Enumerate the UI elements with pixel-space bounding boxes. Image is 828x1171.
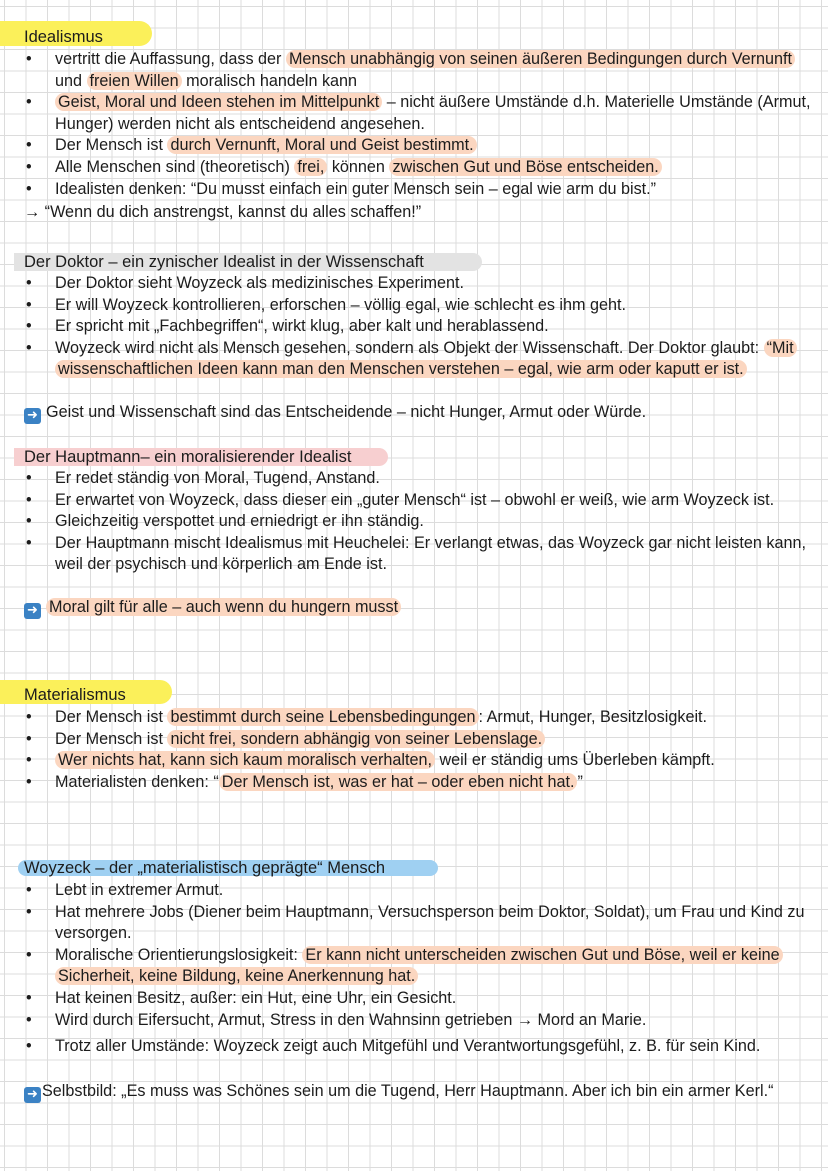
hauptmann-conclusion: ➜ Moral gilt für alle – auch wenn du hungern musst xyxy=(24,597,401,619)
list-item: • Der Mensch ist bestimmt durch seine Lebensbedingungen : Armut, Hunger, Besitzlosigkeit. xyxy=(24,707,814,729)
woyzeck-list xyxy=(24,880,814,1058)
heading-materialismus xyxy=(0,685,126,706)
heading-materialismus-text: Materialismus xyxy=(24,686,126,704)
list-item: • Er redet ständig von Moral, Tugend, Anstand. xyxy=(24,468,814,490)
list-item: • vertritt die Auffassung, dass der Mensch unabhängig von seinen äußeren Bedingungen durch Vernunft und freien Willen moralisch handeln kann xyxy=(24,49,814,92)
list-item: • Er spricht mit „Fachbegriffen“, wirkt klug, aber kalt und herablassend. xyxy=(24,316,814,338)
idealismus-list xyxy=(24,49,814,200)
list-item: • Moralische Orientierungslosigkeit: Er kann nicht unterscheiden zwischen Gut und Böse, weil er keine Sicherheit, keine Bildung, keine Anerkennung hat. xyxy=(24,945,814,988)
list-item: • Der Mensch ist nicht frei, sondern abhängig von seiner Lebenslage. xyxy=(24,729,814,751)
list-item: • Lebt in extremer Armut. xyxy=(24,880,814,902)
idealismus-arrow-line: → “Wenn du dich anstrengst, kannst du alles schaffen!” xyxy=(24,203,422,221)
list-item: • Idealisten denken: “Du musst einfach ein guter Mensch sein – egal wie arm du bist.” xyxy=(24,179,814,201)
list-item: • Hat keinen Besitz, außer: ein Hut, eine Uhr, ein Gesicht. xyxy=(24,988,814,1010)
materialismus-list xyxy=(24,707,814,793)
list-item: • Er will Woyzeck kontrollieren, erforschen – völlig egal, wie schlecht es ihm geht. xyxy=(24,295,814,317)
woyzeck-selbstbild: ➜ Selbstbild: „Es muss was Schönes sein um die Tugend, Herr Hauptmann. Aber ich bin ein armer Kerl.“ xyxy=(24,1081,794,1103)
list-item: • Der Mensch ist durch Vernunft, Moral und Geist bestimmt. xyxy=(24,135,814,157)
list-item: • Alle Menschen sind (theoretisch) frei, können zwischen Gut und Böse entscheiden. xyxy=(24,157,814,179)
heading-idealismus xyxy=(0,27,103,48)
list-item: • Wer nichts hat, kann sich kaum moralisch verhalten, weil er ständig ums Überleben kämpft. xyxy=(24,750,814,772)
heading-woyzeck xyxy=(0,858,385,879)
list-item: • Er erwartet von Woyzeck, dass dieser ein „guter Mensch“ ist – obwohl er weiß, wie arm Woyzeck ist. xyxy=(24,490,814,512)
right-arrow-icon: ➜ xyxy=(24,603,41,619)
right-arrow-icon: ➜ xyxy=(24,408,41,424)
list-item: • Materialisten denken: “ Der Mensch ist, was er hat – oder eben nicht hat. ” xyxy=(24,772,814,794)
list-item: • Der Hauptmann mischt Idealismus mit Heuchelei: Er verlangt etwas, das Woyzeck gar nicht leisten kann, weil der psychisch und körperlich am Ende ist. xyxy=(24,533,814,576)
heading-doktor-text: Der Doktor – ein zynischer Idealist in der Wissenschaft xyxy=(24,253,424,271)
list-item: • Hat mehrere Jobs (Diener beim Hauptmann, Versuchsperson beim Doktor, Soldat), um Frau und Kind zu versorgen. xyxy=(24,902,814,945)
list-item: • Der Doktor sieht Woyzeck als medizinisches Experiment. xyxy=(24,273,814,295)
doktor-list xyxy=(24,273,814,381)
heading-hauptmann-text: Der Hauptmann– ein moralisierender Idealist xyxy=(24,448,352,466)
hauptmann-list xyxy=(24,468,814,576)
heading-hauptmann xyxy=(0,447,351,468)
heading-doktor xyxy=(0,252,424,273)
list-item: • Trotz aller Umstände: Woyzeck zeigt auch Mitgefühl und Verantwortungsgefühl, z. B. für sein Kind. xyxy=(24,1036,814,1058)
right-arrow-icon: ➜ xyxy=(24,1087,41,1103)
doktor-conclusion: ➜ Geist und Wissenschaft sind das Entscheidende – nicht Hunger, Armut oder Würde. xyxy=(24,402,646,424)
heading-idealismus-text: Idealismus xyxy=(24,28,103,46)
heading-woyzeck-text: Woyzeck – der „materialistisch geprägte“ Mensch xyxy=(24,859,386,877)
list-item: • Geist, Moral und Ideen stehen im Mittelpunkt – nicht äußere Umstände d.h. Materielle Umstände (Armut, Hunger) werden nicht als entscheidend angesehen. xyxy=(24,92,814,135)
list-item: • Wird durch Eifersucht, Armut, Stress in den Wahnsinn getrieben → Mord an Marie. xyxy=(24,1010,814,1032)
list-item: • Gleichzeitig verspottet und erniedrigt er ihn ständig. xyxy=(24,511,814,533)
list-item: • Woyzeck wird nicht als Mensch gesehen, sondern als Objekt der Wissenschaft. Der Doktor glaubt: “Mit wissenschaftlichen Ideen kann man den Menschen verstehen – egal, wie arm oder kaputt er ist. xyxy=(24,338,814,381)
